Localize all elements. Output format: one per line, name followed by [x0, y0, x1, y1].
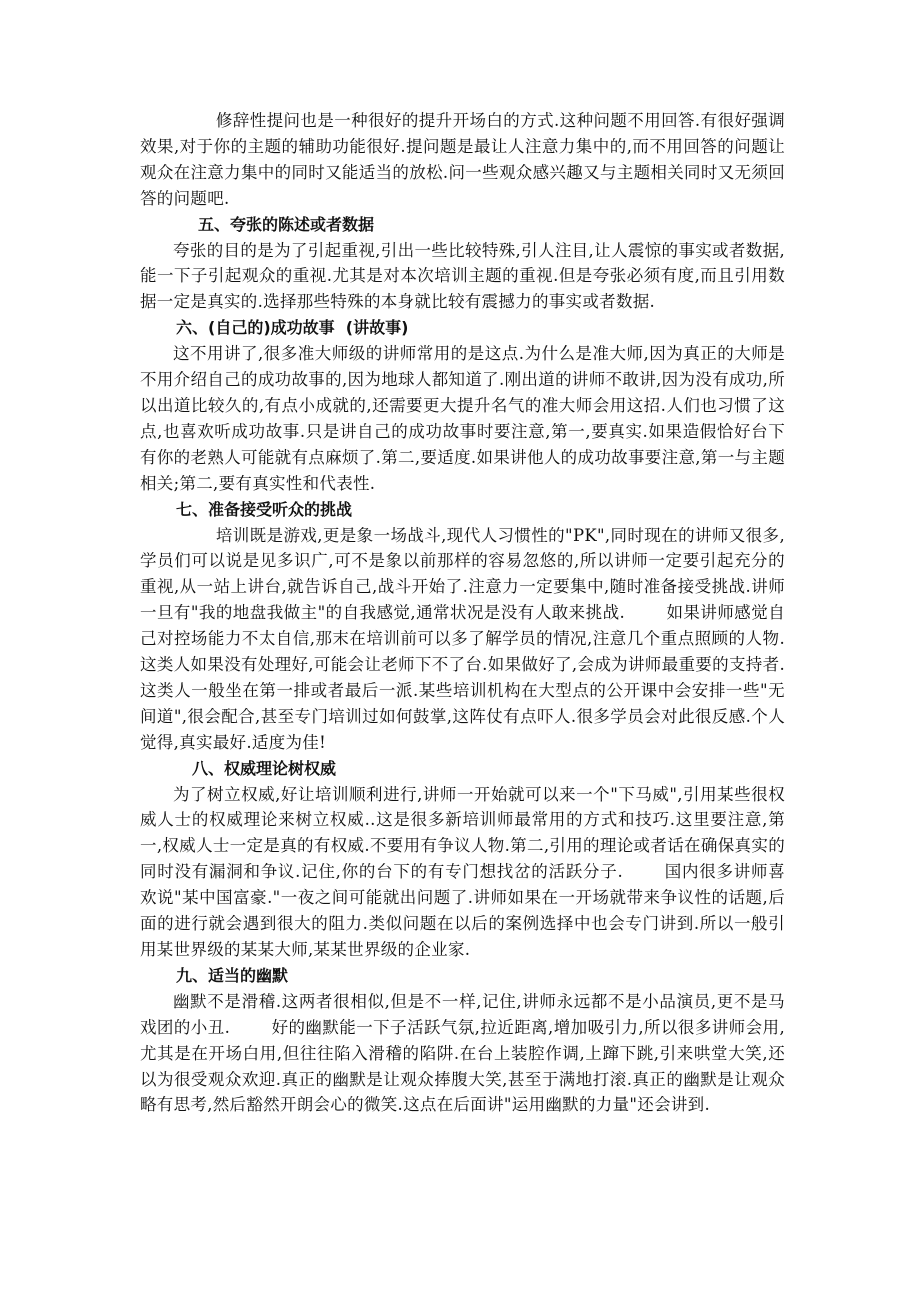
heading-section-6: 六、(自己的)成功故事 (讲故事) — [176, 318, 409, 338]
heading-section-9: 九、适当的幽默 — [176, 965, 289, 985]
paragraph-rhetorical-questions: 修辞性提问也是一种很好的提升开场白的方式.这种问题不用回答.有很好强调效果,对于你的主题的辅助功能很好.提问题是最让人注意力集中的,而不用回答的问题让观众在注意力集中的同时又能适当的放松.问一些观众感兴趣又与主题相关同时又无须回答的问题吧. — [140, 111, 785, 208]
paragraph-section-6: 这不用讲了,很多准大师级的讲师常用的是这点.为什么是准大师,因为真正的大师是不用介绍自己的成功故事的,因为地球人都知道了.刚出道的讲师不敢讲,因为没有成功,所以出道比较久的,有点小成就的,还需要更大提升名气的准大师会用这招.人们也习惯了这点,也喜欢听成功故事.只是讲自己的成功故事时要注意,第一,要真实.如果造假恰好台下有你的老熟人可能就有点麻烦了.第二,要适度.如果讲他人的成功故事要注意,第一与主题相关;第二,要有真实性和代表性. — [140, 344, 785, 493]
paragraph-section-9-part-1: 幽默不是滑稽.这两者很相似,但是不一样,记住,讲师永远都不是小品演员,更不是马戏团的小丑. — [140, 991, 785, 1037]
paragraph-section-8-part-1: 为了树立权威,好让培训顺利进行,讲师一开始就可以来一个"下马威",引用某些很权威人士的权威理论来树立权威..这是很多新培训师最常用的方式和技巧.这里要注意,第一,权威人士一定是真的有权威.不要用有争议人物.第二,引用的理论或者话在确保真实的同时没有漏洞和争议.记住,你的台下的有专门想找岔的活跃分子. — [140, 784, 785, 882]
paragraph-section-7-part-2: 如果讲师感觉自己对控场能力不太自信,那末在培训前可以多了解学员的情况,注意几个重点照顾的人物.这类人如果没有处理好,可能会让老师下不了台.如果做好了,会成为讲师最重要的支持者.这类人一般坐在第一排或者最后一派.某些培训机构在大型点的公开课中会安排一些"无间道",很会配合,甚至专门培训过如何鼓掌,这阵仗有点吓人.很多学员会对此很反感.个人觉得,真实最好.适度为佳! — [140, 603, 786, 752]
paragraph-section-8 — [140, 782, 785, 963]
paragraph-section-8-part-2: 国内很多讲师喜欢说"某中国富豪."一夜之间可能就出问题了.讲师如果在一开场就带来争议性的话题,后面的进行就会遇到很大的阻力.类似问题在以后的案例选择中也会专门讲到.所以一般引用某世界级的某某大师,某某世界级的企业家. — [140, 862, 786, 959]
paragraph-section-7 — [140, 523, 785, 756]
heading-section-7: 七、准备接受听众的挑战 — [176, 499, 353, 519]
paragraph-section-7-part-1: 培训既是游戏,更是象一场战斗,现代人习惯性的"PK",同时现在的讲师又很多,学员们可以说是见多识广,可不是象以前那样的容易忽悠的,所以讲师一定要引起充分的重视,从一站上讲台,就告诉自己,战斗开始了.注意力一定要集中,随时准备接受挑战.讲师一旦有"我的地盘我做主"的自我感觉,通常状况是没有人敢来挑战. — [140, 525, 785, 623]
document-page — [140, 108, 785, 1118]
paragraph-section-9 — [140, 989, 785, 1119]
paragraph-section-5: 夸张的目的是为了引起重视,引出一些比较特殊,引人注目,让人震惊的事实或者数据,能一下子引起观众的重视.尤其是对本次培训主题的重视.但是夸张必须有度,而且引用数据一定是真实的.选择那些特殊的本身就比较有震撼力的事实或者数据. — [140, 240, 785, 312]
heading-section-5: 五、夸张的陈述或者数据 — [198, 214, 375, 234]
paragraph-section-9-part-2: 好的幽默能一下子活跃气氛,拉近距离,增加吸引力,所以很多讲师会用,尤其是在开场白用,但往往陷入滑稽的陷阱.在台上装腔作调,上蹿下跳,引来哄堂大笑,还以为很受观众欢迎.真正的幽默是让观众捧腹大笑,甚至于满地打滚.真正的幽默是让观众略有思考,然后豁然开朗会心的微笑.这点在后面讲"运用幽默的力量"还会讲到. — [140, 1017, 785, 1115]
heading-section-8: 八、权威理论树权威 — [192, 758, 337, 778]
